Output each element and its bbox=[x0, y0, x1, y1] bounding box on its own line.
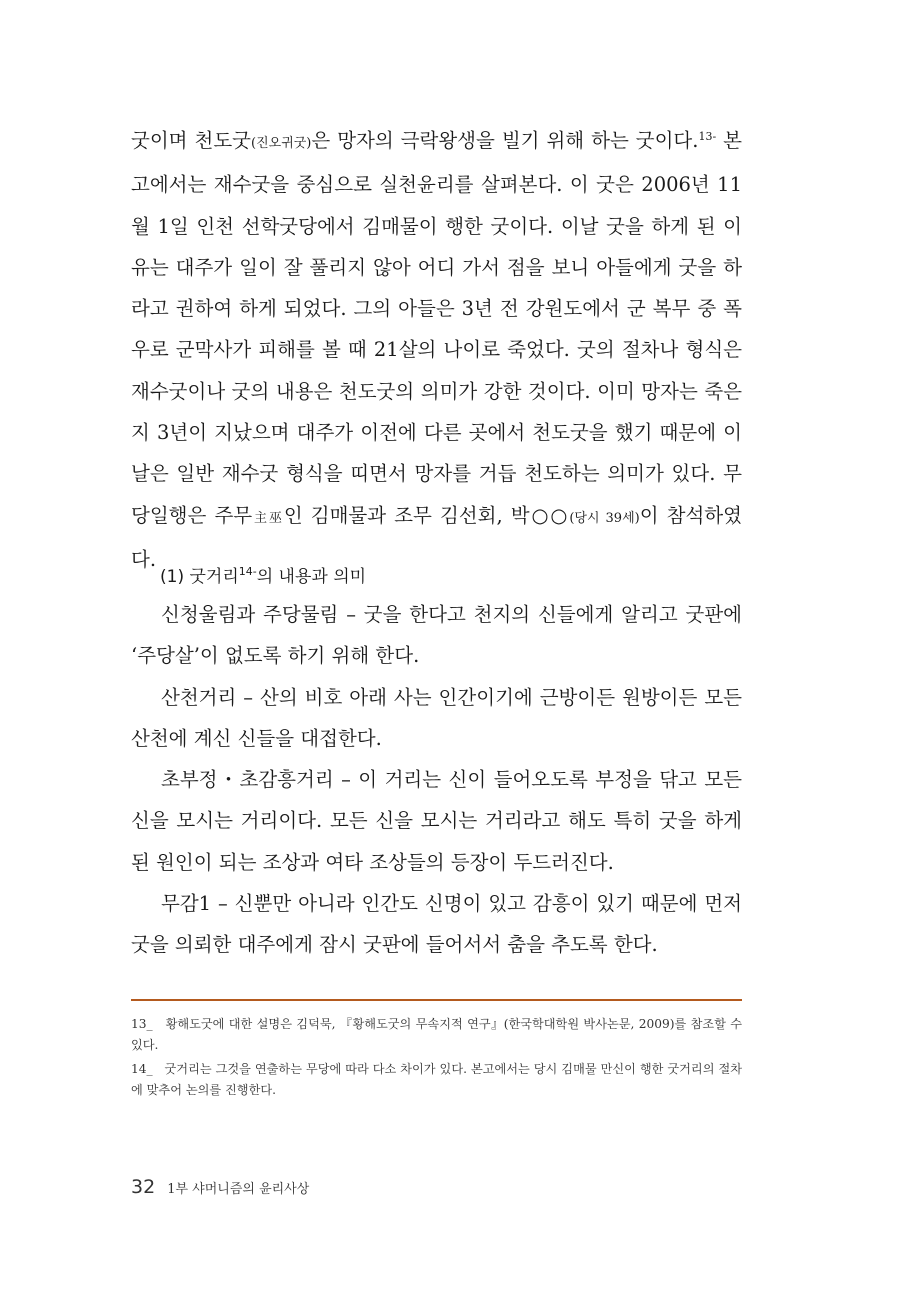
intro-text-3: 본고에서는 재수굿을 중심으로 실천윤리를 살펴본다. 이 굿은 2006년 11월 1일 인천 선학굿당에서 김매물이 행한 굿이다. 이날 굿을 하게 된 이유는 대주가 일이 잘 풀리지 않아 어디 가서 점을 보니 아들에게 굿을 하라고 권하여 하게 되었다. 그의 아들은 3년 전 강원도에서 군 복무 중 폭우로 군막사가 피해를 볼 때 21살의 나이로 죽었다. 굿의 절차나 형식은 재수굿이나 굿의 내용은 천도굿의 의미가 강한 것이다. 이미 망자는 죽은 지 3년이 지났으며 대주가 이전에 다른 곳에서 천도굿을 했기 때문에 이날은 일반 재수굿 형식을 띠면서 망자를 거듭 천도하는 의미가 있다. 무당일행은 주무 bbox=[131, 129, 742, 527]
intro-note-jumu: 主巫 bbox=[252, 510, 284, 526]
intro-note-age: (당시 39세) bbox=[569, 510, 640, 526]
footnote-text: 굿거리는 그것을 연출하는 무당에 따라 다소 차이가 있다. 본고에서는 당시 김매물 만신이 행한 굿거리의 절차에 맞추어 논의를 진행한다. bbox=[131, 1062, 742, 1097]
gutgeori-item: 무감1 – 신뿐만 아니라 인간도 신명이 있고 감흥이 있기 때문에 먼저 굿을 의뢰한 대주에게 잠시 굿판에 들어서서 춤을 추도록 한다. bbox=[131, 892, 742, 957]
footnote-number: 14_ bbox=[131, 1062, 153, 1076]
intro-text-1: 굿이며 천도굿 bbox=[131, 129, 251, 152]
footnote-text: 황해도굿에 대한 설명은 김덕묵, 『황해도굿의 무속지적 연구』(한국학대학원 박사논문, 2009)를 참조할 수 있다. bbox=[131, 1017, 742, 1052]
intro-paragraph bbox=[131, 120, 742, 580]
page-number: 32 bbox=[131, 1176, 156, 1198]
footnote-13 bbox=[131, 1014, 742, 1056]
running-title: 1부 샤머니즘의 윤리사상 bbox=[167, 1182, 310, 1197]
intro-text-4: 인 김매물과 조무 김선회, 박○○ bbox=[283, 503, 570, 527]
page-footer bbox=[131, 1176, 309, 1198]
footnotes bbox=[131, 1014, 742, 1104]
gutgeori-item: 초부정・초감흥거리 – 이 거리는 신이 들어오도록 부정을 닦고 모든 신을 모시는 거리이다. 모든 신을 모시는 거리라고 해도 특히 굿을 하게 된 원인이 되는 조상과 여타 조상들의 등장이 두드러진다. bbox=[131, 768, 742, 874]
gutgeori-item: 신청울림과 주당물림 – 굿을 한다고 천지의 신들에게 알리고 굿판에 ‘주당살’이 없도록 하기 위해 한다. bbox=[131, 603, 742, 668]
footnote-14 bbox=[131, 1059, 742, 1101]
gutgeori-item: 산천거리 – 산의 비호 아래 사는 인간이기에 근방이든 원방이든 모든 산천에 계신 신들을 대접한다. bbox=[131, 685, 742, 750]
footnote-ref-14[interactable]: 14- bbox=[238, 565, 257, 578]
section-heading-prefix: (1) 굿거리 bbox=[160, 567, 239, 587]
intro-note-jinogwi: (진오귀굿) bbox=[251, 136, 312, 151]
footnote-divider bbox=[131, 999, 742, 1001]
section-heading-suffix: 의 내용과 의미 bbox=[256, 567, 367, 587]
intro-text-5: 이 참석하였다. bbox=[131, 503, 742, 571]
footnote-ref-13[interactable]: 13- bbox=[698, 130, 717, 143]
footnote-number: 13_ bbox=[131, 1017, 153, 1031]
section-heading bbox=[160, 557, 366, 597]
intro-text-2: 은 망자의 극락왕생을 빌기 위해 하는 굿이다. bbox=[311, 129, 699, 152]
gutgeori-list bbox=[131, 594, 742, 966]
